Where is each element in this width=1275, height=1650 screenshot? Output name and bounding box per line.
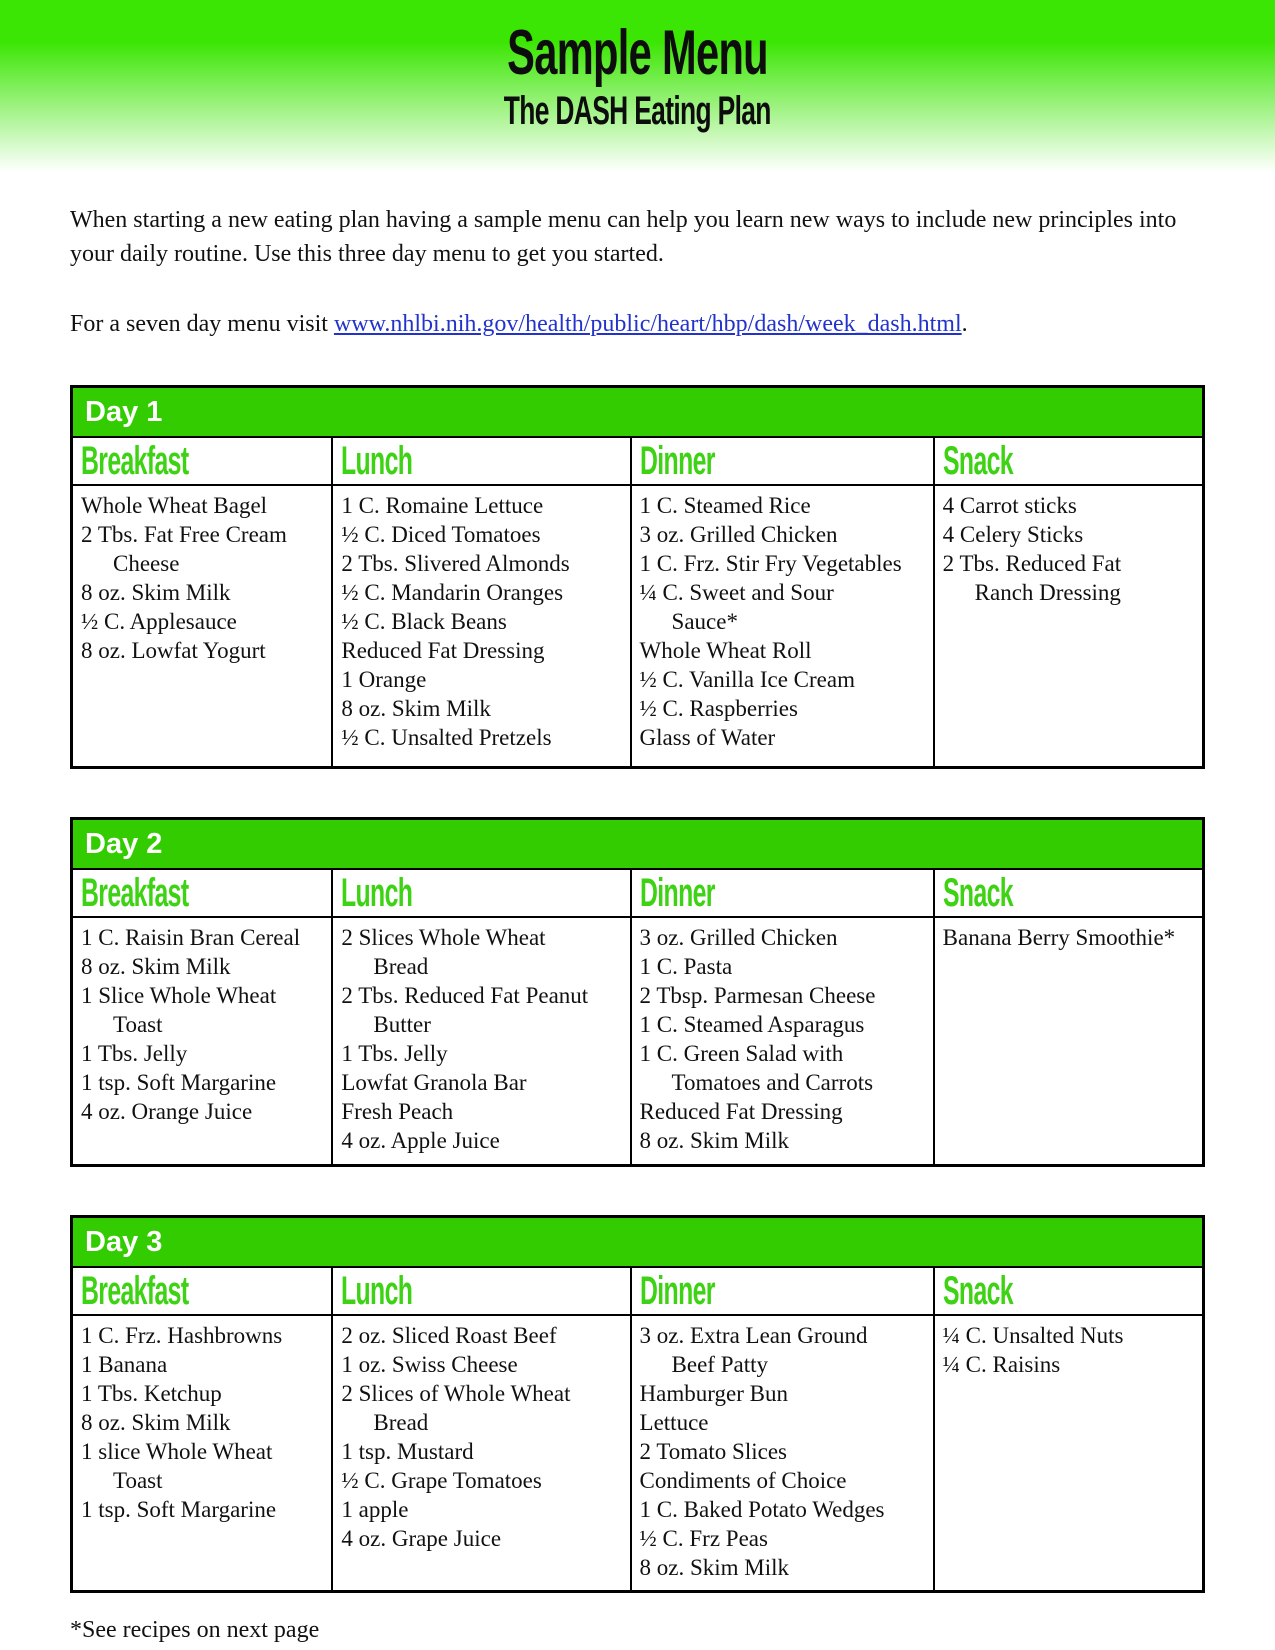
menu-item-line: Tomatoes and Carrots <box>671 1070 874 1095</box>
menu-item-line: Glass of Water <box>639 725 776 750</box>
menu-item-line: 1 slice Whole Wheat <box>81 1439 273 1464</box>
menu-item-line: 4 oz. Apple Juice <box>341 1128 500 1153</box>
menu-item-line: Hamburger Bun <box>639 1381 788 1406</box>
meal-column <box>935 438 1202 766</box>
meal-header: Breakfast <box>73 1268 331 1316</box>
meal-header: Breakfast <box>73 438 331 486</box>
meal-header: Snack <box>935 438 1202 486</box>
menu-item-line: Toast <box>113 1468 163 1493</box>
menu-item-line: 1 Orange <box>341 667 427 692</box>
menu-item-line: Lowfat Granola Bar <box>341 1070 527 1095</box>
menu-item-line: Cheese <box>113 551 180 576</box>
page-subtitle: The DASH Eating Plan <box>504 89 771 133</box>
menu-item-line: 1 Slice Whole Wheat <box>81 983 277 1008</box>
menu-item-line: 1 Tbs. Jelly <box>341 1041 448 1066</box>
menu-item-line: 1 oz. Swiss Cheese <box>341 1352 518 1377</box>
menu-item-line: ½ C. Black Beans <box>341 609 507 634</box>
day-section <box>70 385 1205 769</box>
meal-grid <box>73 870 1202 1164</box>
meal-cell <box>935 486 1202 766</box>
meal-column <box>333 438 631 766</box>
menu-item-line: Reduced Fat Dressing <box>341 638 545 663</box>
menu-item-line: 1 C. Green Salad with <box>639 1041 844 1066</box>
meal-cell <box>333 918 629 1164</box>
menu-item-line: 3 oz. Extra Lean Ground <box>639 1323 868 1348</box>
menu-item-line: ½ C. Frz Peas <box>639 1526 768 1551</box>
menu-item-line: ¼ C. Raisins <box>942 1352 1061 1377</box>
meal-column <box>333 1268 631 1590</box>
menu-item-line: 8 oz. Skim Milk <box>639 1128 790 1153</box>
menu-item-line: 4 Celery Sticks <box>942 522 1084 547</box>
menu-item-line: 1 C. Steamed Asparagus <box>639 1012 865 1037</box>
meal-cell <box>73 918 331 1164</box>
menu-item-line: 1 tsp. Mustard <box>341 1439 474 1464</box>
menu-item-line: Banana Berry Smoothie* <box>942 925 1176 950</box>
meal-cell <box>73 1316 331 1590</box>
menu-item-line: 2 Slices Whole Wheat <box>341 925 546 950</box>
menu-item-line: 1 tsp. Soft Margarine <box>81 1070 277 1095</box>
meal-column <box>333 870 631 1164</box>
meal-header: Lunch <box>333 438 629 486</box>
menu-item-line: Bread <box>373 954 429 979</box>
meal-header: Dinner <box>632 870 933 918</box>
seven-day-menu-link[interactable]: www.nhlbi.nih.gov/health/public/heart/hbp/dash/week_dash.html <box>333 311 962 337</box>
menu-item-line: 1 C. Baked Potato Wedges <box>639 1497 885 1522</box>
page-content <box>0 203 1275 1644</box>
meal-column <box>632 1268 935 1590</box>
menu-item-line: 2 oz. Sliced Roast Beef <box>341 1323 557 1348</box>
menu-item-line: 2 Tbsp. Parmesan Cheese <box>639 983 876 1008</box>
menu-item-line: 1 apple <box>341 1497 409 1522</box>
day-title: Day 3 <box>73 1218 1202 1268</box>
menu-item-line: 8 oz. Skim Milk <box>81 1410 231 1435</box>
menu-item-line: Beef Patty <box>671 1352 768 1377</box>
menu-item-line: 8 oz. Skim Milk <box>81 580 231 605</box>
menu-item-line: 2 Tbs. Fat Free Cream <box>81 522 287 547</box>
recipes-footnote: *See recipes on next page <box>70 1617 320 1643</box>
menu-item-line: 4 oz. Orange Juice <box>81 1099 253 1124</box>
day-section <box>70 817 1205 1167</box>
menu-item-line: ¼ C. Sweet and Sour <box>639 580 834 605</box>
menu-item-line: 1 Banana <box>81 1352 168 1377</box>
menu-item-line: 1 C. Steamed Rice <box>639 493 811 518</box>
meal-header: Snack <box>935 1268 1202 1316</box>
meal-grid <box>73 1268 1202 1590</box>
menu-item-line: Condiments of Choice <box>639 1468 847 1493</box>
meal-cell <box>632 918 933 1164</box>
menu-item-line: Sauce* <box>671 609 738 634</box>
meal-header: Snack <box>935 870 1202 918</box>
menu-item-line: ½ C. Applesauce <box>81 609 237 634</box>
day-title: Day 2 <box>73 820 1202 870</box>
menu-item-line: 2 Tomato Slices <box>639 1439 787 1464</box>
meal-column <box>935 870 1202 1164</box>
menu-item-line: 1 C. Frz. Stir Fry Vegetables <box>639 551 902 576</box>
meal-header: Dinner <box>632 438 933 486</box>
meal-cell <box>73 486 331 766</box>
meal-cell <box>333 486 629 766</box>
menu-item-line: 1 C. Frz. Hashbrowns <box>81 1323 283 1348</box>
menu-item-line: 3 oz. Grilled Chicken <box>639 522 838 547</box>
menu-item-line: Fresh Peach <box>341 1099 454 1124</box>
menu-tables <box>70 385 1205 1593</box>
visit-prefix-text: For a seven day menu visit <box>70 311 334 337</box>
menu-item-line: ½ C. Unsalted Pretzels <box>341 725 552 750</box>
menu-item-line: ½ C. Mandarin Oranges <box>341 580 564 605</box>
menu-item-line: 8 oz. Skim Milk <box>81 954 231 979</box>
menu-item-line: 1 C. Pasta <box>639 954 733 979</box>
meal-column <box>73 870 333 1164</box>
menu-item-line: 2 Tbs. Reduced Fat Peanut <box>341 983 589 1008</box>
menu-item-line: Butter <box>373 1012 431 1037</box>
menu-item-line: 8 oz. Skim Milk <box>341 696 491 721</box>
meal-column <box>632 870 935 1164</box>
meal-header: Lunch <box>333 870 629 918</box>
menu-item-line: 4 Carrot sticks <box>942 493 1077 518</box>
menu-item-line: 4 oz. Grape Juice <box>341 1526 502 1551</box>
menu-item-line: 1 Tbs. Jelly <box>81 1041 188 1066</box>
meal-header: Breakfast <box>73 870 331 918</box>
menu-item-line: 1 C. Raisin Bran Cereal <box>81 925 301 950</box>
menu-item-line: 2 Slices of Whole Wheat <box>341 1381 571 1406</box>
day-section <box>70 1215 1205 1593</box>
menu-item-line: Bread <box>373 1410 429 1435</box>
meal-cell <box>935 1316 1202 1590</box>
menu-item-line: 2 Tbs. Slivered Almonds <box>341 551 570 576</box>
menu-item-line: ½ C. Diced Tomatoes <box>341 522 541 547</box>
meal-cell <box>632 1316 933 1590</box>
hero-banner <box>0 0 1275 185</box>
visit-suffix-text: . <box>961 311 968 337</box>
menu-item-line: Whole Wheat Roll <box>639 638 812 663</box>
menu-item-line: ¼ C. Unsalted Nuts <box>942 1323 1124 1348</box>
menu-item-line: 8 oz. Lowfat Yogurt <box>81 638 266 663</box>
menu-item-line: 2 Tbs. Reduced Fat <box>942 551 1122 576</box>
menu-item-line: Whole Wheat Bagel <box>81 493 268 518</box>
seven-day-menu-line <box>70 307 1205 341</box>
meal-column <box>935 1268 1202 1590</box>
meal-header: Dinner <box>632 1268 933 1316</box>
meal-header: Lunch <box>333 1268 629 1316</box>
menu-item-line: 8 oz. Skim Milk <box>639 1555 790 1580</box>
menu-item-line: ½ C. Raspberries <box>639 696 798 721</box>
meal-column <box>632 438 935 766</box>
intro-paragraph: When starting a new eating plan having a sample menu can help you learn new ways to include new principles into your daily routine. Use this three day menu to get you started. <box>70 207 1177 267</box>
meal-column <box>73 1268 333 1590</box>
menu-item-line: ½ C. Grape Tomatoes <box>341 1468 542 1493</box>
menu-item-line: Toast <box>113 1012 163 1037</box>
menu-item-line: Ranch Dressing <box>974 580 1121 605</box>
meal-grid <box>73 438 1202 766</box>
meal-cell <box>333 1316 629 1590</box>
menu-item-line: ½ C. Vanilla Ice Cream <box>639 667 855 692</box>
day-title: Day 1 <box>73 388 1202 438</box>
meal-cell <box>632 486 933 766</box>
menu-item-line: Lettuce <box>639 1410 709 1435</box>
meal-cell <box>935 918 1202 1164</box>
menu-item-line: 1 tsp. Soft Margarine <box>81 1497 277 1522</box>
page-title: Sample Menu <box>507 18 768 88</box>
menu-item-line: Reduced Fat Dressing <box>639 1099 843 1124</box>
menu-item-line: 1 C. Romaine Lettuce <box>341 493 544 518</box>
menu-item-line: 3 oz. Grilled Chicken <box>639 925 838 950</box>
menu-item-line: 1 Tbs. Ketchup <box>81 1381 222 1406</box>
meal-column <box>73 438 333 766</box>
